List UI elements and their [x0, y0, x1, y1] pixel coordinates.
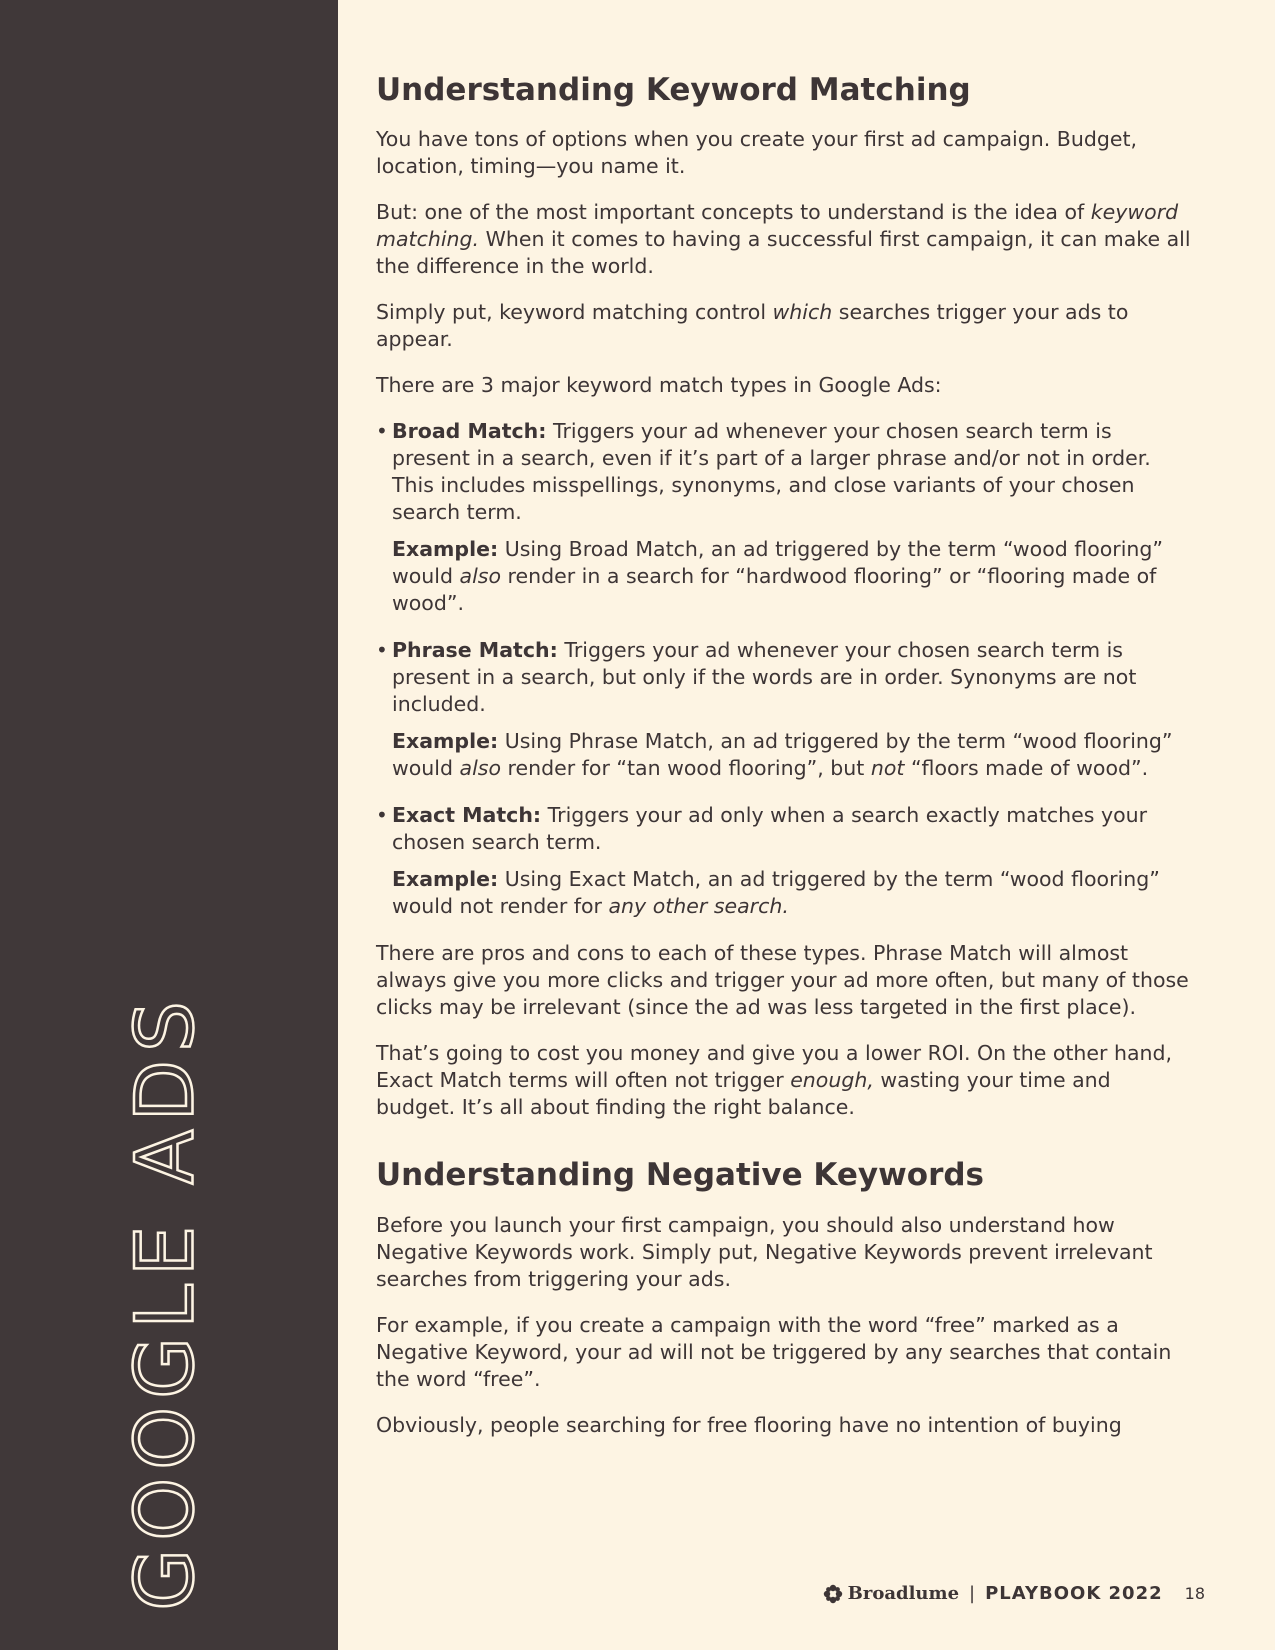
section-vertical-title: GOOGLE ADS	[118, 993, 212, 1611]
main-content	[376, 70, 1196, 1458]
paragraph: You have tons of options when you create your first ad campaign. Budget, location, timing—you name it.	[376, 127, 1138, 179]
paragraph: But: one of the most important concepts to understand is the idea of keyword matching. When it comes to having a successful first campaign, it can make all the difference in the world.	[376, 200, 1191, 279]
paragraph: Simply put, keyword matching control which searches trigger your ads to appear.	[376, 300, 1129, 352]
sidebar	[0, 0, 338, 1650]
list-item-phrase-match: • Phrase Match: Triggers your ad whenever your chosen search term is present in a search, but only if the words are in order. Synonyms are not included. Example: Using Phrase Match, an ad triggered by the term “wood flooring” would also render for “tan wood flooring”, but not “floors made of wood”.	[376, 637, 1196, 782]
brand-logo	[823, 1583, 959, 1604]
phrase-match-example: Example: Using Phrase Match, an ad triggered by the term “wood flooring” would also render for “tan wood flooring”, but not “floors made of wood”.	[392, 729, 1173, 781]
heading-keyword-matching: Understanding Keyword Matching	[376, 72, 971, 108]
paragraph: There are pros and cons to each of these types. Phrase Match will almost always give you more clicks and trigger your ad more often, but many of those clicks may be irrelevant (since the ad was less targeted in the first place).	[376, 941, 1189, 1020]
heading-negative-keywords: Understanding Negative Keywords	[376, 1157, 984, 1194]
brand-name: Broadlume	[847, 1583, 960, 1604]
page-footer	[823, 1583, 1205, 1604]
exact-match-label: Exact Match:	[392, 803, 542, 828]
phrase-match-label: Phrase Match:	[392, 638, 558, 663]
exact-match-example: Example: Using Exact Match, an ad triggered by the term “wood flooring” would not render for any other search.	[392, 867, 1160, 919]
page-number: 18	[1184, 1584, 1205, 1603]
list-item-exact-match: • Exact Match: Triggers your ad only when a search exactly matches your chosen search term. Example: Using Exact Match, an ad triggered by the term “wood flooring” would not render for any other search.	[376, 802, 1196, 920]
paragraph: Obviously, people searching for free flooring have no intention of buying	[376, 1412, 1122, 1437]
paragraph: For example, if you create a campaign with the word “free” marked as a Negative Keyword, your ad will not be triggered by any searches that contain the word “free”.	[376, 1312, 1172, 1391]
paragraph: There are 3 major keyword match types in Google Ads:	[376, 373, 942, 398]
list-item-broad-match: • Broad Match: Triggers your ad whenever your chosen search term is present in a search, even if it’s part of a larger phrase and/or not in order. This includes misspellings, synonyms, and close variants of your chosen search term. Example: Using Broad Match, an ad triggered by the term “wood flooring” would also render in a search for “hardwood flooring” or “flooring made of wood”.	[376, 418, 1196, 617]
paragraph: Before you launch your first campaign, you should also understand how Negative Keywords work. Simply put, Negative Keywords prevent irrelevant searches from triggering your ads.	[376, 1212, 1153, 1291]
broad-match-example: Example: Using Broad Match, an ad triggered by the term “wood flooring” would also render in a search for “hardwood flooring” or “flooring made of wood”.	[392, 537, 1164, 616]
flower-logo-icon	[823, 1584, 843, 1604]
paragraph: That’s going to cost you money and give you a lower ROI. On the other hand, Exact Match terms will often not trigger enough, wasting your time and budget. It’s all about finding the right balance.	[376, 1041, 1173, 1120]
playbook-label: PLAYBOOK 2022	[985, 1583, 1163, 1604]
match-types-list	[376, 418, 1196, 920]
footer-separator: |	[969, 1583, 976, 1604]
broad-match-label: Broad Match:	[392, 419, 547, 444]
